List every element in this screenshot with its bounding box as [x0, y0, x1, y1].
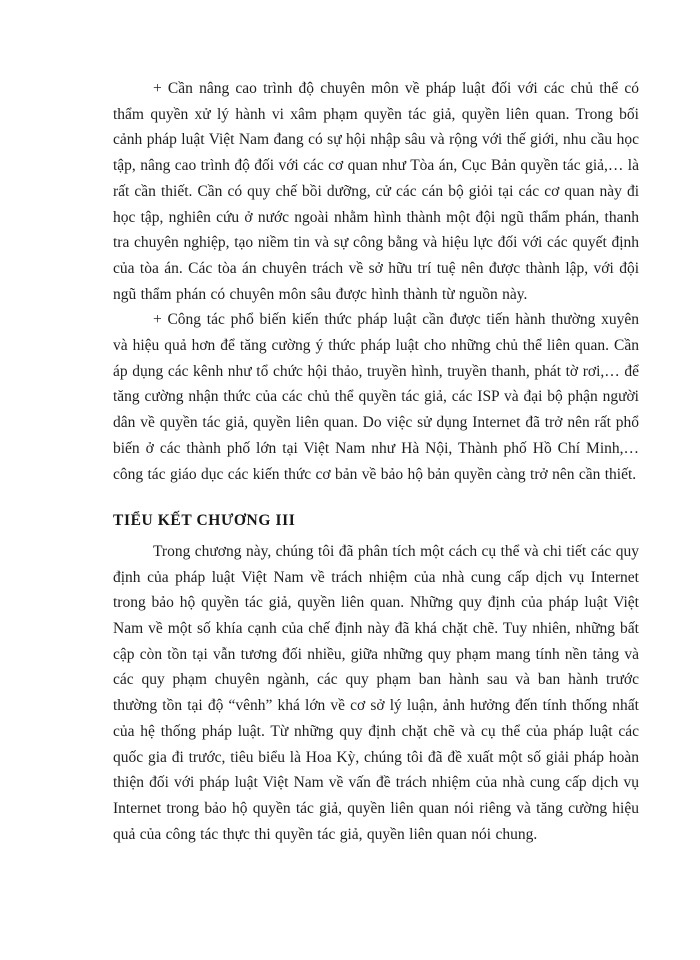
chapter-summary-heading: TIỂU KẾT CHƯƠNG III	[113, 512, 296, 530]
paragraph-legal-expertise: + Cần nâng cao trình độ chuyên môn về pháp luật đối với các chủ thể có thẩm quyền xử lý hành vi xâm phạm quyền tác giả, quyền liên quan. Trong bối cảnh pháp luật Việt Nam đang có sự hội nhập sâu và rộng với thế giới, nhu cầu học tập, nâng cao trình độ đối với các cơ quan như Tòa án, Cục Bản quyền tác giả,… là rất cần thiết. Cần có quy chế bồi dưỡng, cử các cán bộ giỏi tại các cơ quan này đi học tập, nghiên cứu ở nước ngoài nhằm hình thành một đội ngũ thẩm phán, thanh tra chuyên nghiệp, tạo niềm tin và sự công bằng và hiệu lực đối với các quyết định của tòa án. Các tòa án chuyên trách về sở hữu trí tuệ nên được thành lập, với đội ngũ thẩm phán có chuyên môn sâu được hình thành từ nguồn này.	[113, 80, 639, 303]
paragraph-legal-education: + Công tác phổ biến kiến thức pháp luật cần được tiến hành thường xuyên và hiệu quả hơn để tăng cường ý thức pháp luật cho những chủ thể liên quan. Cần áp dụng các kênh như tổ chức hội thảo, truyền hình, truyền thanh, phát tờ rơi,… để tăng cường nhận thức của các chủ thể quyền tác giả, các ISP và đại bộ phận người dân về quyền tác giả, quyền liên quan. Do việc sử dụng Internet đã trở nên rất phổ biến ở các thành phố lớn tại Việt Nam như Hà Nội, Thành phố Hồ Chí Minh,… công tác giáo dục các kiến thức cơ bản về bảo hộ bản quyền càng trở nên cần thiết.	[113, 311, 639, 483]
paragraph-chapter-summary: Trong chương này, chúng tôi đã phân tích một cách cụ thể và chi tiết các quy định của pháp luật Việt Nam về trách nhiệm của nhà cung cấp dịch vụ Internet trong bảo hộ quyền tác giả, quyền liên quan. Những quy định của pháp luật Việt Nam về một số khía cạnh của chế định này đã khá chặt chẽ. Tuy nhiên, những bất cập còn tồn tại vẫn tương đối nhiều, giữa những quy phạm mang tính nền tảng và các quy phạm chuyên ngành, các quy phạm ban hành sau và ban hành trước thường tồn tại độ “vênh” khá lớn về cơ sở lý luận, ảnh hưởng đến tính thống nhất của hệ thống pháp luật. Từ những quy định chặt chẽ và cụ thể của pháp luật các quốc gia đi trước, tiêu biểu là Hoa Kỳ, chúng tôi đã đề xuất một số giải pháp hoàn thiện đối với pháp luật Việt Nam về vấn đề trách nhiệm của nhà cung cấp dịch vụ Internet trong bảo hộ quyền tác giả, quyền liên quan nói riêng và tăng cường hiệu quả của công tác thực thi quyền tác giả, quyền liên quan nói chung.	[113, 542, 639, 843]
